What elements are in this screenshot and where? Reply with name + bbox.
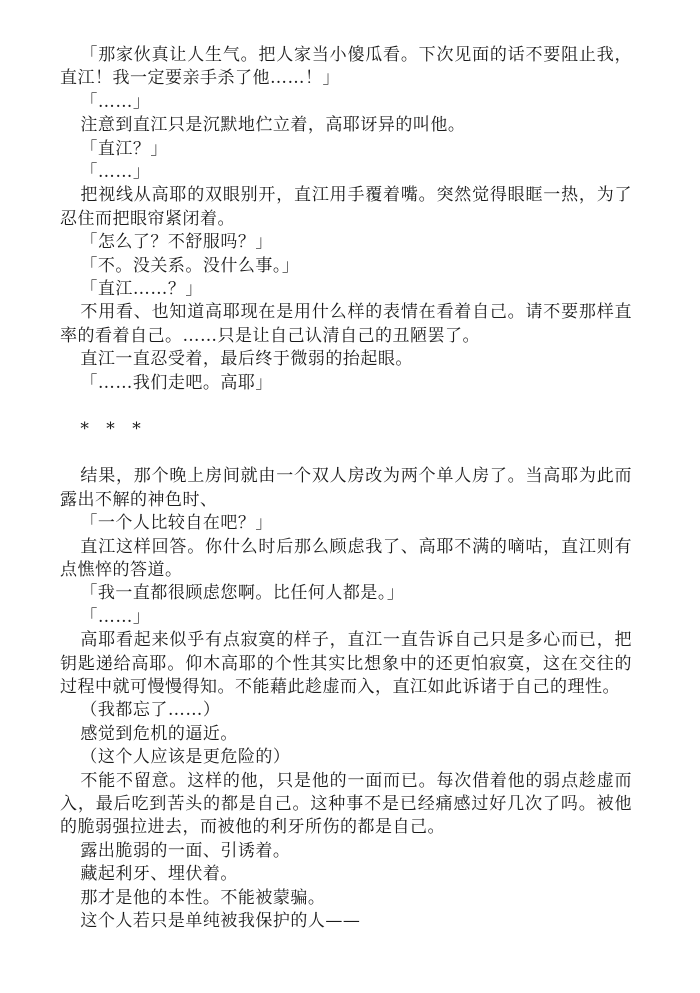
paragraph: 把视线从高耶的双眼别开，直江用手覆着嘴。突然觉得眼眶一热，为了忍住而把眼帘紧闭着。 <box>60 185 632 229</box>
paragraph: 不用看、也知道高耶现在是用什么样的表情在看着自己。请不要那样直率的看着自己。……只是让自己认清自己的丑陋罢了。 <box>60 302 632 346</box>
paragraph: 「我一直都很顾虑您啊。比任何人都是。」 <box>80 583 405 604</box>
paragraph: （我都忘了……） <box>80 700 221 721</box>
paragraph: 不能不留意。这样的他，只是他的一面而已。每次借着他的弱点趁虚而入，最后吃到苦头的都是自己。这种事不是已经痛感过好几次了吗。被他的脆弱强拉进去，而被他的利牙所伤的都是自己。 <box>60 770 632 838</box>
paragraph: 直江一直忍受着，最后终于微弱的抬起眼。 <box>80 349 413 370</box>
paragraph: 「怎么了？不舒服吗？」 <box>80 232 273 253</box>
paragraph: 结果，那个晚上房间就由一个双人房改为两个单人房了。当高耶为此而露出不解的神色时、 <box>60 466 632 510</box>
paragraph: 「不。没关系。没什么事。」 <box>80 255 300 276</box>
paragraph: 注意到直江只是沉默地伫立着，高耶讶异的叫他。 <box>80 115 466 136</box>
paragraph: 「……」 <box>80 91 151 112</box>
paragraph: 这个人若只是单纯被我保护的人—— <box>80 911 361 931</box>
paragraph: 藏起利牙、埋伏着。 <box>80 864 238 885</box>
paragraph: 「……」 <box>80 606 151 627</box>
paragraph: 高耶看起来似乎有点寂寞的样子，直江一直告诉自己只是多心而已，把钥匙递给高耶。仰木高耶的个性其实比想象中的还更怕寂寞，这在交往的过程中就可慢慢得知。不能藉此趁虚而入，直江如此诉诸于自己的理性。 <box>60 630 632 697</box>
paragraph: 「直江？」 <box>80 138 168 159</box>
paragraph: 感觉到危机的逼近。 <box>80 723 238 744</box>
section-separator: * * * <box>80 419 147 440</box>
paragraph: 直江这样回答。你什么时后那么顾虑我了、高耶不满的嘀咕，直江则有点憔悴的答道。 <box>60 536 632 580</box>
paragraph: 「……」 <box>80 162 151 183</box>
paragraph: 那才是他的本性。不能被蒙骗。 <box>80 887 326 908</box>
novel-page <box>60 44 632 933</box>
blank-line <box>60 442 632 465</box>
paragraph: 「那家伙真让人生气。把人家当小傻瓜看。下次见面的话不要阻止我，直江！我一定要亲手杀了他……！」 <box>60 45 632 89</box>
paragraph: 露出脆弱的一面、引诱着。 <box>80 840 291 861</box>
paragraph: 「一个人比较自在吧？」 <box>80 513 273 534</box>
paragraph: （这个人应该是更危险的） <box>80 747 291 768</box>
blank-line <box>60 395 632 418</box>
paragraph: 「……我们走吧。高耶」 <box>80 372 273 393</box>
paragraph: 「直江……？」 <box>80 279 203 300</box>
